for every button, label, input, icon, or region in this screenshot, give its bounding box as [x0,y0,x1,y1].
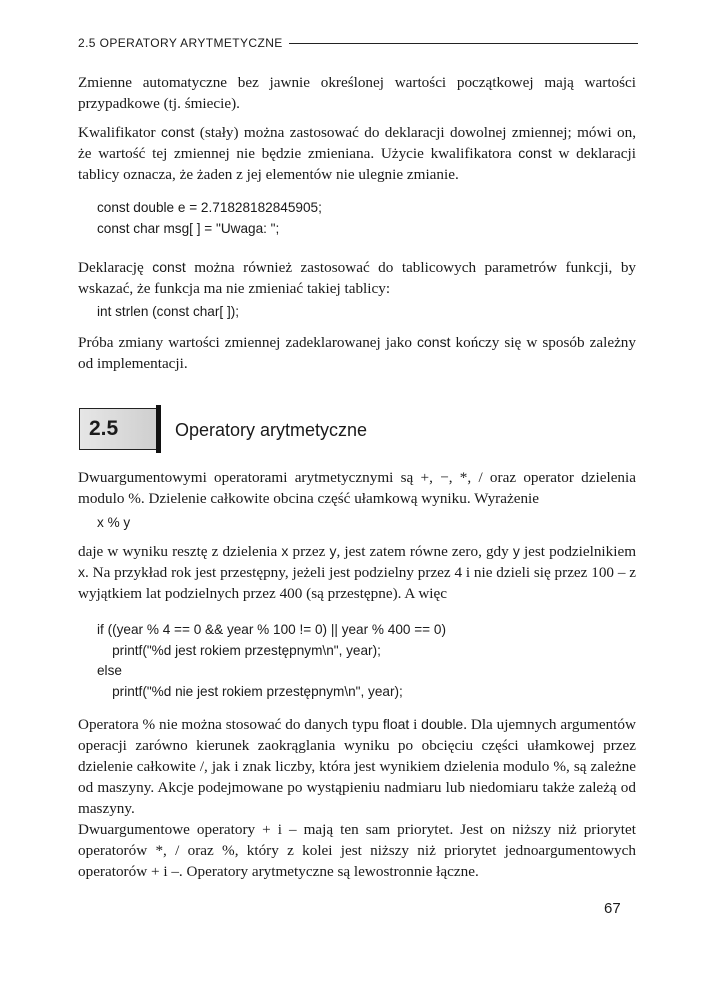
paragraph-text: Dwuargumentowe operatory + i – mają ten sam priorytet. Jest on niższy niż priorytet operatorów *, / oraz %, który z kolei jest niższy niż priorytet jednoargumentowych operatorów + i –. Operatory arytmetyczne są lewostronnie łączne. [78,821,636,880]
code-block-const-declarations [97,198,322,239]
variable-x: x [78,564,85,580]
variable-x: x [281,543,289,559]
text-span: i [409,716,422,733]
text-span: Próba zmiany wartości zmiennej zadeklarowanej jako [78,334,417,351]
running-header-title: 2.5 OPERATORY ARYTMETYCZNE [78,36,283,50]
section-number: 2.5 [89,417,119,440]
code-block-modulo-expression [97,513,130,534]
paragraph-operator-precedence [78,819,636,882]
keyword-double: double [421,716,464,732]
text-span: Deklarację [78,259,153,276]
paragraph-binary-operators [78,467,636,509]
paragraph-text: Zmienne automatyczne bez jawnie określonej wartości początkowej mają wartości przypadkowe (tj. śmiecie). [78,74,636,112]
keyword-const: const [152,259,186,275]
text-span: (stały) można zastosować do deklaracji dowolnej zmiennej; mówi on, że wartość tej zmiennej nie będzie zmieniana. Użycie kwalifikatora [78,124,636,162]
text-span: . Dla ujemnych argumentów operacji zarówno kierunek zaokrąglania wyniku po obcięciu części ułamkowej przez dzielenie całkowite /, jak i znak liczby, która jest wynikiem dzielenia modulo %, są zależne od maszyny. Akcje podejmowane po wystąpieniu nadmiaru lub niedomiaru także zależą od maszyny. [78,716,636,817]
keyword-const: const [160,124,195,140]
text-span: Kwalifikator [78,124,161,141]
paragraph-const-modification [78,332,636,374]
variable-y: y [329,543,337,559]
paragraph-const-qualifier [78,122,636,185]
section-number-box [79,408,157,450]
keyword-const: const [518,145,552,161]
code-line: if ((year % 4 == 0 && year % 100 != 0) || year % 400 == 0) [97,622,446,637]
paragraph-const-parameters [78,257,636,299]
page-number: 67 [604,900,621,917]
code-block-leap-year [97,620,446,702]
code-line: int strlen (const char[ ]); [97,304,240,319]
code-line: else [97,663,122,678]
variable-y: y [512,543,520,559]
keyword-const: const [417,334,451,350]
paragraph-modulo-result [78,541,636,604]
text-span: kończy się w sposób zależny od implementacji. [78,334,636,372]
section-title: Operatory arytmetyczne [175,420,368,440]
code-line: x % y [97,515,131,530]
running-header [78,36,638,50]
text-span: daje w wyniku resztę z dzielenia [78,543,282,560]
text-span: Operatora % nie można stosować do danych typu [78,716,383,733]
text-span: w deklaracji tablicy oznacza, że żaden z jej elementów nie ulegnie zmianie. [78,145,636,183]
text-span: jest podzielnikiem [519,543,637,560]
text-span: przez [288,543,330,560]
text-span: można również zastosować do tablicowych parametrów funkcji, by wskazać, że funkcja ma nie zmieniać takiej tablicy: [78,259,637,297]
code-line: printf("%d jest rokiem przestępnym\n", year); [97,642,381,658]
code-line: const double e = 2.71828182845905; [97,200,322,215]
paragraph-text: Dwuargumentowymi operatorami arytmetycznymi są +, −, *, / oraz operator dzielenia modulo %. Dzielenie całkowite obcina część ułamkową wyniku. Wyrażenie [78,469,636,507]
paragraph-auto-variables [78,72,636,114]
paragraph-modulo-restrictions [78,714,636,819]
code-line: const char msg[ ] = "Uwaga: "; [97,220,280,236]
keyword-float: float [382,716,410,732]
text-span: . Na przykład rok jest przestępny, jeżeli jest podzielny przez 4 i nie dzieli się przez 100 – z wyjątkiem lat podzielnych przez 400 (są przestępne). A więc [78,564,636,602]
code-block-strlen [97,302,239,323]
header-rule [289,43,638,44]
code-line: printf("%d nie jest rokiem przestępnym\n", year); [97,683,403,699]
text-span: , jest zatem równe zero, gdy [336,543,513,560]
